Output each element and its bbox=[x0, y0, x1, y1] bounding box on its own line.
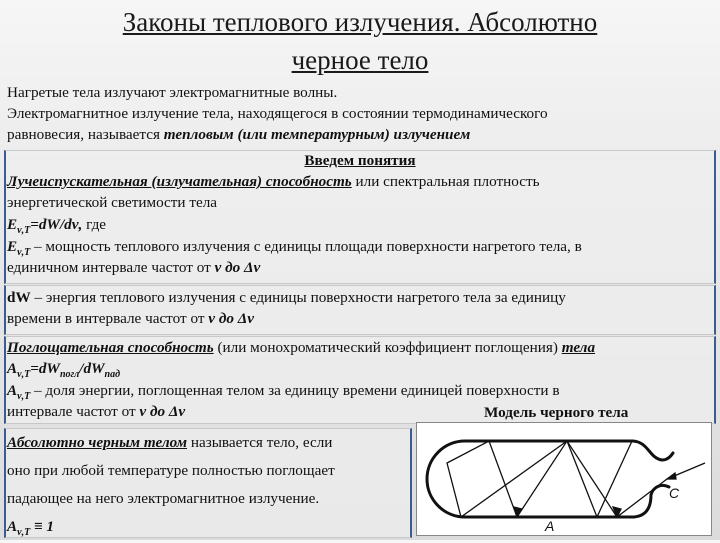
absorptive-term-end: тела bbox=[561, 339, 596, 356]
blackbody-model-diagram bbox=[416, 422, 712, 536]
cavity-lower-wall bbox=[427, 441, 651, 517]
formula-E-where: где bbox=[82, 216, 107, 233]
E-def-line2-plain: единичном интервале частот от bbox=[7, 259, 215, 276]
intro-line3-plain: равновесия, называется bbox=[7, 126, 164, 143]
blackbody-line1-rest: называется тело, если bbox=[187, 434, 333, 451]
cavity-upper-lip bbox=[632, 441, 673, 460]
emissive-line1 bbox=[7, 173, 540, 192]
absorptive-rest: (или монохроматический коэффициент поглощения) bbox=[213, 339, 562, 356]
intro-line1: Нагретые тела излучают электромагнитные волны. bbox=[7, 84, 338, 101]
model-label: Модель черного тела bbox=[484, 404, 629, 421]
E-def-text: – мощность теплового излучения с единицы площади поверхности нагретого тела, в bbox=[30, 238, 582, 255]
blackbody-line2: оно при любой температуре полностью поглощает bbox=[7, 462, 335, 479]
slide-title-line2: черное тело bbox=[291, 45, 429, 75]
intro-line3 bbox=[7, 126, 470, 145]
blackbody-formula-sub: ν,T bbox=[17, 527, 31, 539]
emissive-formula bbox=[7, 216, 106, 241]
slide-title-line1: Законы теплового излучения. Абсолютно bbox=[122, 7, 598, 37]
absorptive-line1 bbox=[7, 339, 595, 358]
dw-term: dW bbox=[7, 289, 31, 306]
dw-line2 bbox=[7, 310, 254, 329]
E-def-symbol: E bbox=[7, 238, 18, 255]
absorptive-formula bbox=[7, 360, 120, 385]
dw-line2-plain: времени в интервале частот от bbox=[7, 310, 209, 327]
A-def-line2-plain: интервале частот от bbox=[7, 403, 140, 420]
reflected-rays-2 bbox=[567, 441, 632, 517]
formula-A-sub2: пад bbox=[104, 369, 121, 381]
label-a: A bbox=[545, 518, 555, 534]
reflected-rays-1 bbox=[447, 441, 667, 517]
cavity-drawing bbox=[417, 423, 711, 535]
formula-E-symbol: E bbox=[7, 216, 18, 233]
formula-A-div: /dW bbox=[79, 360, 105, 377]
A-def-line2-bold: ν до Δν bbox=[139, 403, 186, 420]
formula-A-sub1: погл bbox=[59, 369, 80, 381]
absorptive-term: Поглощательная способность bbox=[7, 339, 214, 356]
absorptive-def-line2 bbox=[7, 403, 185, 422]
formula-A-symbol: A bbox=[7, 360, 18, 377]
emissive-rest: или спектральная плотность bbox=[351, 173, 540, 190]
formula-A-sub: ν,T bbox=[17, 369, 31, 381]
blackbody-line3: падающее на него электромагнитное излучение. bbox=[7, 490, 320, 507]
E-def-line2-bold: ν до Δν bbox=[214, 259, 261, 276]
label-c: C bbox=[669, 485, 680, 501]
blackbody-formula-rhs: ≡ 1 bbox=[30, 518, 55, 535]
A-def-text: – доля энергии, поглощенная телом за единицу времени единицей поверхности в bbox=[30, 382, 560, 399]
formula-A-eq: =dW bbox=[30, 360, 60, 377]
cavity-opening-lip bbox=[651, 485, 669, 495]
dw-text: – энергия теплового излучения с единицы поверхности нагретого тела за единицу bbox=[30, 289, 566, 306]
incoming-ray-arrowhead bbox=[667, 473, 676, 479]
thermal-radiation-term: тепловым (или температурным) излучением bbox=[163, 126, 471, 143]
blackbody-line1 bbox=[7, 434, 332, 453]
blackbody-formula bbox=[7, 518, 54, 543]
dw-line1 bbox=[7, 289, 566, 308]
intro-line2: Электромагнитное излучение тела, находящегося в состоянии термодинамического bbox=[7, 105, 548, 122]
emissive-line2: энергетической светимости тела bbox=[7, 194, 218, 211]
dw-line2-bold: ν до Δν bbox=[208, 310, 255, 327]
blackbody-formula-symbol: A bbox=[7, 518, 18, 535]
emissive-term: Лучеиспускательная (излучательная) способность bbox=[7, 173, 352, 190]
E-def-sub: ν,T bbox=[17, 247, 31, 259]
E-definition-line2 bbox=[7, 259, 260, 278]
formula-E-sub: ν,T bbox=[17, 225, 31, 237]
formula-E-rhs: =dW/dν, bbox=[30, 216, 83, 233]
blackbody-term: Абсолютно черным телом bbox=[7, 434, 188, 451]
A-def-sub: ν,T bbox=[17, 391, 31, 403]
ray-paths bbox=[447, 441, 705, 517]
A-def-symbol: A bbox=[7, 382, 18, 399]
concepts-heading: Введем понятия bbox=[304, 152, 416, 169]
